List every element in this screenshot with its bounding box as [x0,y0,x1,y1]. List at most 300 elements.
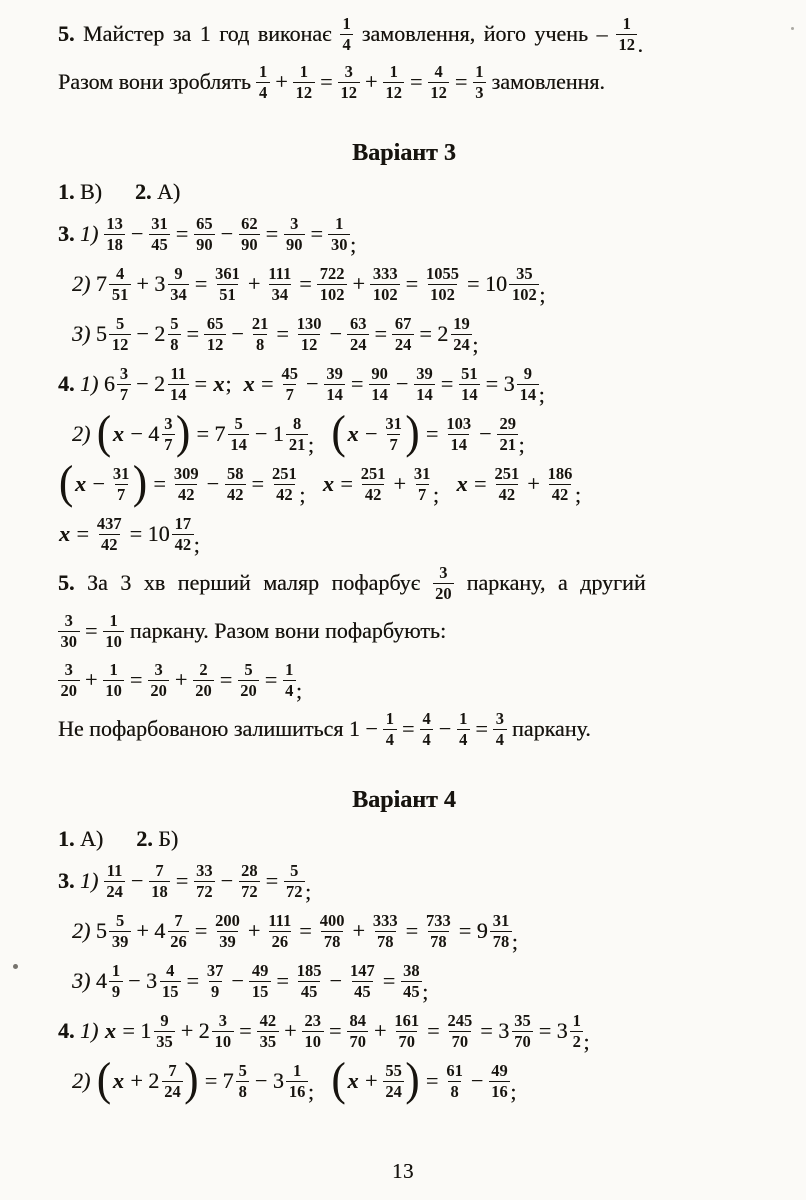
fraction [109,962,122,1001]
fraction-denominator: 45 [401,981,423,1001]
fraction-denominator: 16 [489,1081,511,1101]
text-run: + [359,1068,383,1094]
low-punctuation: ; [432,482,440,507]
fraction-denominator: 39 [217,931,239,951]
fraction-denominator: 90 [284,234,306,254]
fraction-denominator: 24 [162,1081,184,1101]
variable-x: x [456,471,468,497]
fraction [294,962,324,1001]
fraction-denominator: 21 [497,434,519,454]
text-run: Майстер за 1 год виконає [74,21,340,47]
text-run: − [225,968,250,994]
mixed-number [96,962,123,1001]
fraction-numerator: 111 [268,263,292,283]
fraction [160,962,182,1001]
fraction [370,912,400,951]
fraction [168,315,181,354]
text-run: А) [151,178,181,204]
fraction [401,962,423,1001]
italic-label: 3) [72,968,96,994]
fraction-numerator: 23 [304,1010,322,1030]
fraction-denominator: 70 [512,1031,534,1051]
fraction-denominator: 7 [283,384,296,404]
fraction [444,1062,466,1101]
text-run: паркану. [506,716,591,742]
fraction-denominator: 30 [328,234,350,254]
text-run: + [242,271,266,297]
fraction [383,710,396,749]
text-run: = [270,968,295,994]
fraction-numerator: 1055 [426,263,460,283]
fraction-numerator: 1 [475,61,484,81]
fraction [168,265,190,304]
fraction-numerator: 61 [446,1060,463,1080]
fraction-numerator: 5 [234,413,243,433]
fraction-numerator: 5 [115,313,125,333]
fraction-denominator: 72 [239,881,261,901]
fraction-denominator: 14 [448,434,470,454]
fraction [168,912,190,951]
fraction [286,1062,308,1101]
fraction [383,1062,405,1101]
fraction-denominator: 21 [286,434,308,454]
fraction-numerator: 4 [434,61,443,81]
fraction [347,315,369,354]
fraction-numerator: 185 [296,960,322,980]
fraction [204,315,226,354]
italic-label: 1) [74,868,104,894]
text-run: = [420,421,444,447]
text-run: + [278,1018,303,1044]
text-run: = [461,271,485,297]
fraction-numerator: 733 [426,910,451,930]
text-run: − [125,868,149,894]
text-run: − [87,471,111,497]
text-run: = [189,371,213,397]
text-run: − [122,968,146,994]
variable-x: x [59,521,70,547]
variant-3-answers-1-2 [58,174,750,209]
fraction-denominator: 20 [433,583,455,603]
v4-problem4-1 [58,1006,750,1056]
fraction-denominator: 12 [338,82,360,102]
fraction-denominator: 12 [204,334,226,354]
fraction-numerator: 5 [290,860,299,880]
text-run: замовлення. [486,69,605,95]
mixed-number [223,1062,250,1101]
fraction [109,912,131,951]
fraction-denominator: 12 [616,34,638,54]
fraction [490,912,512,951]
fraction-denominator: 7 [416,484,429,504]
text-run: паркану, а другий [454,570,646,596]
fraction [162,1062,184,1101]
fraction-denominator: 10 [302,1031,324,1051]
bold-text: 4. [58,1018,75,1044]
fraction [286,415,308,454]
fraction-denominator: 12 [298,334,320,354]
fraction-denominator: 7 [115,484,128,504]
fraction [279,365,301,404]
text-run: За 3 хв перший маляр пофарбує [74,570,433,596]
whole-part: 3 [154,271,166,297]
fraction-denominator: 35 [154,1031,176,1051]
v3-problem4-1 [58,359,750,409]
low-punctuation: ; [539,282,546,307]
text-run: − [249,421,273,447]
fraction [517,365,539,404]
low-punctuation: ; [193,532,200,557]
fraction-denominator: 7 [117,384,130,404]
v3-problem5-line4 [58,705,750,753]
low-punctuation: ; [472,332,479,357]
fraction-numerator: 2 [199,659,208,679]
low-punctuation: ; [422,979,429,1004]
fraction-numerator: 3 [154,659,163,679]
fraction [317,912,347,951]
fraction-denominator: 78 [490,931,512,951]
fraction [162,415,175,454]
fraction [103,612,125,651]
whole-part: 10 [484,271,507,297]
bold-text: 5. [58,21,75,47]
italic-label: 2) [72,918,96,944]
mixed-number [485,265,539,304]
big-paren: ( [96,1054,111,1106]
text-run: − [465,1068,489,1094]
text-run: + [124,1068,149,1094]
text-run: − [125,221,149,247]
fraction-numerator: 1 [572,1010,581,1030]
mixed-number [437,315,472,354]
fraction-denominator: 51 [109,284,131,304]
fraction [293,63,315,102]
item5-sentence-1 [58,10,750,58]
text-run: = [305,221,329,247]
fraction-numerator: 21 [251,313,269,333]
whole-part: 5 [95,321,107,347]
fraction-denominator: 102 [370,284,400,304]
fraction-denominator: 42 [549,484,571,504]
fraction [117,365,130,404]
text-run [305,471,322,496]
text-run: = [453,918,477,944]
v3-problem5-line1 [58,559,750,607]
big-paren: ) [184,1054,199,1106]
fraction-numerator: 5 [238,1060,247,1080]
bold-text: 3. [58,868,75,894]
fraction-numerator: 7 [155,860,164,880]
fraction [328,215,350,254]
whole-part: 2 [198,1018,210,1044]
fraction-denominator: 10 [212,1031,234,1051]
text-run: = [413,321,438,347]
mixed-number [96,315,131,354]
text-run: + [346,271,371,297]
fraction-denominator: 42 [175,484,197,504]
text-run: = [170,868,194,894]
text-run: = [214,667,238,693]
fraction-denominator: 26 [269,931,291,951]
fraction-denominator: 12 [109,334,131,354]
text-run: + [79,667,103,693]
fraction-numerator: 1 [335,213,344,233]
fraction [154,1012,176,1051]
bold-text: 3. [58,221,75,247]
italic-label: 1) [74,1018,104,1044]
text-run: + [130,271,155,297]
variable-x: x [347,421,359,447]
text-run: = [260,221,284,247]
fraction-denominator: 7 [387,434,400,454]
big-paren: ) [405,1054,420,1106]
fraction [459,365,481,404]
fraction [509,265,539,304]
mixed-number [498,1012,533,1051]
fraction-denominator: 14 [459,384,481,404]
fraction-denominator: 42 [172,534,194,554]
fraction-numerator: 130 [296,313,322,333]
fraction [411,465,433,504]
fraction-denominator: 78 [375,931,397,951]
text-run: = [420,1068,444,1094]
low-punctuation: ; [299,482,306,507]
italic-label: 2) [72,421,96,447]
text-run: = [314,69,339,95]
whole-part: 4 [148,421,160,447]
fraction-denominator: 39 [109,931,131,951]
text-run: − [324,968,348,994]
text-run: − [324,321,348,347]
low-punctuation: ; [518,432,525,457]
fraction-numerator: 3 [64,610,73,630]
fraction [383,415,405,454]
text-run: − [433,716,457,742]
fraction-denominator: 10 [103,680,125,700]
text-run: = [400,271,424,297]
fraction [204,962,226,1001]
fraction-numerator: 13 [106,213,123,233]
item5-sentence-2 [58,58,750,106]
fraction [168,365,190,404]
text-run: − [130,371,154,397]
mixed-number [148,515,194,554]
fraction-denominator: 35 [257,1031,279,1051]
mixed-number [96,912,131,951]
whole-part: 3 [146,968,157,994]
fraction [193,661,215,700]
fraction-denominator: 3 [473,82,486,102]
text-run: − [215,868,239,894]
italic-label: 1) [74,221,104,247]
text-run: = [334,471,359,497]
fraction-denominator: 90 [239,234,261,254]
page-number: 13 [392,1159,414,1183]
fraction [493,710,506,749]
fraction [428,63,450,102]
fraction [239,215,261,254]
text-run: = [400,918,424,944]
text-run: = [474,1018,499,1044]
fraction-denominator: 42 [99,534,121,554]
fraction [340,15,353,54]
whole-part: 10 [147,521,170,547]
fraction-denominator: 16 [286,1081,308,1101]
fraction [347,962,377,1001]
text-run: = [233,1018,258,1044]
fraction-denominator: 4 [493,729,506,749]
fraction [149,862,171,901]
fraction-numerator: 1 [385,708,395,728]
whole-part: 1 [272,421,284,447]
fraction-denominator: 42 [274,484,296,504]
fraction-numerator: 5 [244,659,253,679]
whole-part: 4 [95,968,107,994]
text-run [102,179,135,204]
fraction-numerator: 245 [447,1010,473,1030]
text-run: = [323,1018,347,1044]
fraction [473,63,486,102]
v3-problem4-2c [58,509,750,559]
mixed-number [148,1062,183,1101]
low-punctuation: ; [307,1079,314,1104]
fraction-denominator: 30 [58,631,80,651]
fraction-numerator: 251 [271,463,297,483]
fraction [545,465,575,504]
v4-problem3-3 [58,956,750,1006]
v4-problem3-1 [58,856,750,906]
text-run: Разом вони зроблять [58,69,257,95]
fraction [284,862,306,901]
fraction-numerator: 1 [109,659,118,679]
v3-problem4-2a [58,409,750,459]
fraction-numerator: 186 [547,463,573,483]
mixed-number [477,912,512,951]
fraction [257,1012,279,1051]
fraction-denominator: 14 [414,384,436,404]
whole-part: 3 [503,371,515,397]
fraction [457,710,470,749]
whole-part: 7 [95,271,107,297]
v4-problem4-2 [58,1056,750,1106]
scan-speck [13,964,18,969]
whole-part: 7 [214,421,226,447]
text-run: = [345,371,369,397]
fraction [110,465,132,504]
fraction-denominator: 20 [148,680,170,700]
fraction-denominator: 102 [317,284,347,304]
text-run: = [147,471,172,497]
low-punctuation: ; [295,678,302,703]
fraction-denominator: 102 [509,284,539,304]
text-run: − [215,221,239,247]
text-run: = [449,69,473,95]
fraction-numerator: 39 [326,363,343,383]
fraction-numerator: 90 [371,363,388,383]
fraction-denominator: 34 [168,284,190,304]
fraction [445,1012,475,1051]
fraction-denominator: 4 [383,729,396,749]
fraction-numerator: 49 [491,1060,508,1080]
fraction-denominator: 4 [283,680,296,700]
text-run: = [246,471,270,497]
fraction-numerator: 11 [106,860,123,880]
fraction-numerator: 45 [281,363,298,383]
fraction [347,1012,369,1051]
fraction-numerator: 51 [461,363,478,383]
variable-x: x [75,471,86,497]
variable-x: x [322,471,334,497]
fraction-denominator: 72 [284,881,306,901]
v3-problem3-1 [58,209,750,259]
text-run: + [269,69,294,95]
fraction-denominator: 26 [168,931,190,951]
v3-problem4-2b [58,459,750,509]
fraction-denominator: 20 [238,680,260,700]
text-run: = [270,321,295,347]
fraction-denominator: 45 [352,981,374,1001]
fraction-numerator: 400 [319,910,345,930]
text-run: = [124,521,148,547]
fraction-denominator: 34 [269,284,291,304]
text-run: = [533,1018,557,1044]
fraction-denominator: 4 [420,729,433,749]
bold-text: 2. [135,178,152,204]
whole-part: 2 [154,321,166,347]
fraction-denominator: 102 [428,284,458,304]
fraction-numerator: 63 [349,313,367,333]
fraction [103,661,125,700]
text-run: = [435,371,459,397]
fraction [369,365,391,404]
fraction-numerator: 3 [119,363,129,383]
text-run: = [480,371,504,397]
variant-4-answers-1-2 [58,821,750,856]
low-punctuation: ; [305,879,312,904]
fraction [58,612,80,651]
text-run: − [359,421,383,447]
fraction-denominator: 14 [228,434,250,454]
text-run: − [130,321,155,347]
whole-part: 9 [476,918,488,944]
whole-part: 2 [437,321,449,347]
fraction [104,215,126,254]
mixed-number [557,1012,584,1051]
italic-label: 1) [74,371,104,397]
fraction [225,465,247,504]
fraction-numerator: 62 [241,213,258,233]
v3-problem5-line2 [58,607,750,655]
variant-3-heading [58,136,750,172]
mixed-number [140,1012,175,1051]
fraction-numerator: 3 [344,61,353,81]
text-run: Не пофарбованою залишиться 1 − [58,716,384,742]
low-punctuation: ; [349,232,357,257]
v4-problem3-2 [58,906,750,956]
big-paren: ) [132,457,147,509]
fraction-numerator: 11 [170,363,187,383]
whole-part: 1 [140,1018,152,1044]
text-run: = [79,618,103,644]
text-run: + [346,918,371,944]
whole-part: 3 [556,1018,568,1044]
whole-part: 6 [103,371,115,397]
text-run: = [404,69,428,95]
fraction [171,465,201,504]
fraction-denominator: 9 [109,981,122,1001]
fraction-numerator: 3 [290,213,299,233]
fraction-numerator: 1 [292,1060,302,1080]
